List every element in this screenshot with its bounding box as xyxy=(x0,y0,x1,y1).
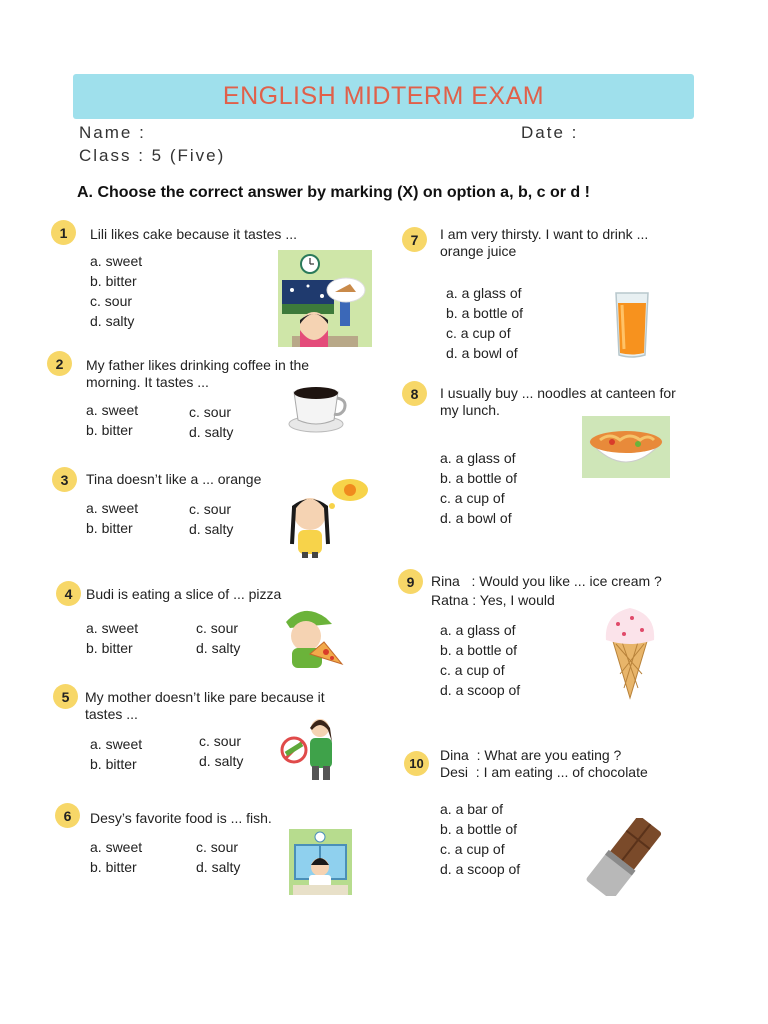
option-b[interactable]: b. a bottle of xyxy=(440,470,518,486)
option-c[interactable]: c. sour xyxy=(196,620,239,636)
option-a[interactable]: a. a bar of xyxy=(440,801,504,817)
question-7-options xyxy=(446,283,523,363)
option-d[interactable]: d. a scoop of xyxy=(440,861,521,877)
option-b[interactable]: b. bitter xyxy=(86,520,133,536)
option-c[interactable]: c. sour xyxy=(199,733,242,749)
orange-juice-glass-icon xyxy=(614,291,650,359)
question-2-options-left xyxy=(86,400,138,440)
option-a[interactable]: a. sweet xyxy=(90,253,143,269)
question-number-badge: 3 xyxy=(52,467,77,492)
option-a[interactable]: a. sweet xyxy=(86,500,139,516)
woman-refusing-vegetable-icon xyxy=(280,716,338,780)
question-7-text: I am very thirsty. I want to drink ... orange juice xyxy=(440,226,649,259)
question-2-options-right xyxy=(189,402,233,442)
option-d[interactable]: d. salty xyxy=(90,313,135,329)
question-6-options-right xyxy=(196,837,240,877)
name-label: Name : xyxy=(79,123,146,142)
option-d[interactable]: d. salty xyxy=(196,640,241,656)
question-6-text: Desy’s favorite food is ... fish. xyxy=(90,810,272,826)
question-number-badge: 6 xyxy=(55,803,80,828)
question-9-dialogue-line-1: Rina : Would you like ... ice cream ? xyxy=(431,573,662,589)
option-d[interactable]: d. salty xyxy=(189,521,234,537)
question-number-badge: 1 xyxy=(51,220,76,245)
option-b[interactable]: b. a bottle of xyxy=(446,305,524,321)
option-b[interactable]: b. bitter xyxy=(86,422,133,438)
question-3-text: Tina doesn’t like a ... orange xyxy=(86,471,262,487)
option-a[interactable]: a. sweet xyxy=(90,736,143,752)
question-4-options-left xyxy=(86,618,138,658)
option-d[interactable]: d. a bowl of xyxy=(440,510,512,526)
question-4-options-right xyxy=(196,618,240,658)
question-5-text: My mother doesn’t like pare because it tastes ... xyxy=(85,689,325,722)
question-5-options-right xyxy=(199,731,243,771)
ice-cream-cone-icon xyxy=(602,604,658,700)
question-number-badge: 7 xyxy=(402,227,427,252)
title-banner xyxy=(73,74,694,119)
girl-eating-fish-icon xyxy=(289,829,352,895)
question-3-options-left xyxy=(86,498,138,538)
question-number-badge: 9 xyxy=(398,569,423,594)
question-10-dialogue-line-2: Desi : I am eating ... of chocolate xyxy=(440,764,648,780)
girl-eating-cake-icon xyxy=(278,250,372,347)
option-d[interactable]: d. a scoop of xyxy=(440,682,521,698)
option-c[interactable]: c. sour xyxy=(189,404,232,420)
question-3-options-right xyxy=(189,499,233,539)
boy-eating-pizza-icon xyxy=(280,606,346,670)
question-10-dialogue-line-1: Dina : What are you eating ? xyxy=(440,747,622,763)
option-b[interactable]: b. bitter xyxy=(90,273,137,289)
question-number-badge: 4 xyxy=(56,581,81,606)
question-1-text: Lili likes cake because it tastes ... xyxy=(90,226,297,242)
option-a[interactable]: a. sweet xyxy=(90,839,143,855)
option-b[interactable]: b. a bottle of xyxy=(440,821,518,837)
question-number-badge: 8 xyxy=(402,381,427,406)
date-label: Date : xyxy=(521,123,579,142)
option-c[interactable]: c. a cup of xyxy=(440,490,505,506)
instruction-text: A. Choose the correct answer by marking (X) on option a, b, c or d ! xyxy=(77,184,590,201)
question-number-badge: 10 xyxy=(404,751,429,776)
option-c[interactable]: c. a cup of xyxy=(440,841,505,857)
noodle-bowl-icon xyxy=(582,416,670,478)
option-c[interactable]: c. sour xyxy=(90,293,133,309)
question-1-options xyxy=(90,251,142,331)
question-8-text: I usually buy ... noodles at canteen for my lunch. xyxy=(440,385,676,418)
option-a[interactable]: a. sweet xyxy=(86,402,139,418)
class-label: Class : 5 (Five) xyxy=(79,146,226,165)
question-5-options-left xyxy=(90,734,142,774)
option-d[interactable]: d. salty xyxy=(189,424,234,440)
option-c[interactable]: c. a cup of xyxy=(440,662,505,678)
question-number-badge: 2 xyxy=(47,351,72,376)
question-number-badge: 5 xyxy=(53,684,78,709)
chocolate-bar-icon xyxy=(586,818,666,896)
option-c[interactable]: c. sour xyxy=(189,501,232,517)
option-b[interactable]: b. bitter xyxy=(86,640,133,656)
question-9-options xyxy=(440,620,520,700)
option-c[interactable]: c. a cup of xyxy=(446,325,511,341)
question-8-options xyxy=(440,448,517,528)
option-b[interactable]: b. bitter xyxy=(90,756,137,772)
option-d[interactable]: d. a bowl of xyxy=(446,345,518,361)
question-9-dialogue-line-2: Ratna : Yes, I would xyxy=(431,592,555,608)
option-a[interactable]: a. a glass of xyxy=(446,285,522,301)
page-title: ENGLISH MIDTERM EXAM xyxy=(222,82,545,110)
question-10-options xyxy=(440,799,520,879)
option-b[interactable]: b. a bottle of xyxy=(440,642,518,658)
girl-thinking-orange-icon xyxy=(286,478,370,558)
question-2-text: My father likes drinking coffee in the morning. It tastes ... xyxy=(86,357,310,390)
option-a[interactable]: a. a glass of xyxy=(440,450,516,466)
question-6-options-left xyxy=(90,837,142,877)
option-b[interactable]: b. bitter xyxy=(90,859,137,875)
option-a[interactable]: a. a glass of xyxy=(440,622,516,638)
option-d[interactable]: d. salty xyxy=(199,753,244,769)
question-4-text: Budi is eating a slice of ... pizza xyxy=(86,586,282,602)
coffee-cup-icon xyxy=(288,382,348,434)
option-c[interactable]: c. sour xyxy=(196,839,239,855)
option-d[interactable]: d. salty xyxy=(196,859,241,875)
option-a[interactable]: a. sweet xyxy=(86,620,139,636)
